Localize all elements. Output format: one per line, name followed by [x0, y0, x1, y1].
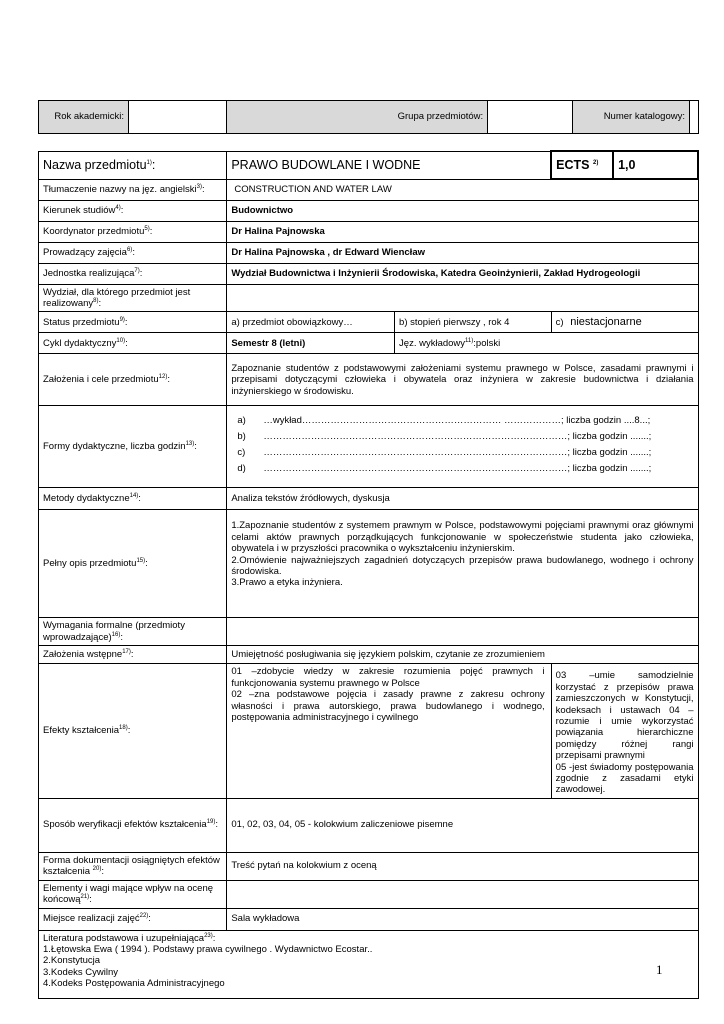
description-p1: 1.Zapoznanie studentów z systemem prawnym w Polsce, podstawowymi pojęciami prawnymi oraz głównymi celami aktów prawnych porządkujących funkcjonowanie w społeczeństwie studenta jako człowieka, obywatela i w przyszłości pracownika o wykształceniu inżynierskim.: [231, 520, 694, 555]
field-label: Kierunek studiów: [43, 204, 116, 216]
location-label: Miejsce realizacji zajęć: [43, 913, 140, 925]
status-sup: 9): [119, 316, 125, 323]
literature-cell: [39, 930, 699, 998]
form-item-text: ……………………………………………………………………………………; liczba godzin .......;: [263, 430, 652, 442]
ects-value-cell: [613, 151, 698, 179]
faculty-label: Wydział, dla którego przedmiot jest realizowany: [43, 286, 191, 310]
course-name-sup: 1): [146, 159, 152, 166]
numer-label: Numer katalogowy:: [603, 111, 685, 123]
ects-label: ECTS: [556, 157, 590, 172]
coordinator-label-cell: Koordynator przedmiotu$^{5)}$:: [39, 221, 227, 242]
language-value: :polski: [473, 337, 501, 349]
verification-value: 01, 02, 03, 04, 05 - kolokwium zaliczeniowe pisemne: [231, 819, 454, 831]
location-label-cell: Miejsce realizacji zajęć$^{22)}$:: [39, 908, 227, 930]
description-p2: 2.Omówienie najważniejszych zagadnień dotyczących przepisów prawa budowlanego, wodnego i ochrony środowiska.: [231, 554, 694, 577]
rok-value-cell: [129, 101, 227, 134]
form-item-text: …wykład……………………………………………………… ………………; liczba godzin ....8...;: [263, 414, 651, 426]
status-c-letter: c): [555, 316, 564, 328]
goals-value: Zapoznanie studentów z podstawowymi założeniami systemu prawnego w Polsce, zasadami prawnymi i przepisami dotyczącymi człowieka i obywatela oraz inżyniera w zakresie budownictwa i działania inżynierskiego w środowisku.: [231, 362, 694, 397]
goals-value-cell: [227, 354, 698, 406]
unit-label-cell: Jednostka realizująca$^{7)}$:: [39, 263, 227, 284]
documentation-label-cell: Forma dokumentacji osiągniętych efektów kształcenia $^{20)}$:: [39, 852, 227, 880]
status-label-cell: Status przedmiotu$^{9)}$:: [39, 312, 227, 333]
goals-label: Założenia i cele przedmiotu: [43, 374, 159, 386]
header-table: [38, 100, 699, 134]
translation-value-cell: [227, 179, 698, 200]
form-item-letter: a): [237, 414, 246, 426]
form-item-letter: d): [237, 462, 246, 474]
translation-value: CONSTRUCTION AND WATER LAW: [234, 184, 392, 196]
requirements-label: Wymagania formalne (przedmioty wprowadzające): [43, 620, 185, 643]
requirements-value-cell: [227, 618, 698, 646]
unit-label: Jednostka realizująca: [43, 267, 135, 279]
course-name-value: PRAWO BUDOWLANE I WODNE: [231, 157, 421, 172]
cycle-value: Semestr 8 (letni): [231, 337, 306, 349]
forms-sup: 13): [185, 441, 195, 448]
coordinator-sup: 5): [144, 225, 150, 232]
prereq-sup: 17): [122, 649, 131, 656]
goals-sup: 12): [158, 374, 168, 381]
verification-label-cell: Sposób weryfikacji efektów kształcenia$^{19)}$:: [39, 798, 227, 852]
field-label-cell: Kierunek studiów$^{4)}$:: [39, 200, 227, 221]
literature-label: Literatura podstawowa i uzupełniająca: [43, 932, 205, 944]
grading-label: Elementy i wagi mające wpływ na ocenę końcową: [43, 882, 214, 906]
form-item-text: ……………………………………………………………………………………; liczba godzin .......;: [263, 446, 652, 458]
outcomes-label-cell: Efekty kształcenia$^{18)}$:: [39, 664, 227, 798]
language-sup: 11): [465, 337, 474, 344]
form-item: [231, 415, 693, 431]
outcomes-left-cell: [227, 664, 551, 798]
grading-label-cell: Elementy i wagi mające wpływ na ocenę końcową$^{21)}$:: [39, 880, 227, 908]
outcomes-label: Efekty kształcenia: [43, 725, 120, 737]
status-c-cell: [551, 312, 698, 333]
translation-sup: 3): [196, 183, 202, 190]
documentation-value: Treść pytań na kolokwium z oceną: [231, 860, 377, 872]
requirements-label-cell: Wymagania formalne (przedmioty wprowadzające)$^{16)}$:: [39, 618, 227, 646]
status-c: niestacjonarne: [570, 315, 642, 328]
grupa-label: Grupa przedmiotów:: [397, 111, 484, 123]
grading-value-cell: [227, 880, 698, 908]
language-cell: [395, 333, 698, 354]
methods-value-cell: [227, 488, 698, 510]
field-value: Budownictwo: [231, 204, 294, 216]
forms-list-cell: [227, 406, 698, 488]
description-sup: 15): [136, 558, 146, 565]
cycle-label-cell: Cykl dydaktyczny$^{10)}$:: [39, 333, 227, 354]
field-sup: 4): [115, 204, 121, 211]
methods-sup: 14): [129, 493, 139, 500]
outcomes-right: 03 –umie samodzielnie korzystać z przepisów prawa zamieszczonych w Konstytucji, kodeksach i ustawach 04 –rozumie i umie wykorzystać powiązania hierarchiczne pomiędzy różnej rangi przepisami prawnymi 05 -jest świadomy postępowania zgodnie z zasadami etyki zawodowej.: [555, 670, 694, 796]
prereq-value: Umiejętność posługiwania się językiem polskim, czytanie ze zrozumieniem: [231, 649, 545, 661]
numer-value-cell: [690, 101, 699, 134]
literature-item: 4.Kodeks Postępowania Administracyjnego: [43, 978, 225, 990]
ects-value: 1,0: [618, 157, 636, 172]
cycle-label: Cykl dydaktyczny: [43, 337, 117, 349]
grupa-value-cell: [488, 101, 573, 134]
course-name-cell: [227, 151, 551, 179]
documentation-value-cell: [227, 852, 698, 880]
requirements-sup: 16): [111, 631, 121, 638]
location-value-cell: [227, 908, 698, 930]
form-item-letter: b): [237, 430, 246, 442]
unit-value-cell: [227, 263, 698, 284]
rok-label-cell: [39, 101, 129, 134]
methods-label: Metody dydaktyczne: [43, 493, 130, 505]
form-item: [231, 447, 693, 463]
methods-label-cell: Metody dydaktyczne$^{14)}$:: [39, 488, 227, 510]
lecturer-value: Dr Halina Pajnowska , dr Edward Wiencław: [231, 246, 425, 258]
prereq-value-cell: [227, 646, 698, 664]
prereq-label-cell: Założenia wstępne$^{17)}$:: [39, 646, 227, 664]
faculty-value-cell: [227, 284, 698, 312]
description-value-cell: [227, 510, 698, 618]
goals-label-cell: Założenia i cele przedmiotu$^{12)}$:: [39, 354, 227, 406]
literature-heading: Literatura podstawowa i uzupełniająca$^{23)}$:: [43, 932, 216, 944]
page-number: 1: [656, 962, 663, 977]
form-item-text: ……………………………………………………………………………………; liczba godzin .......;: [263, 462, 652, 474]
translation-label-cell: Tłumaczenie nazwy na jęz. angielski$^{3)}$:: [39, 179, 227, 200]
lecturer-value-cell: [227, 242, 698, 263]
faculty-label-cell: Wydział, dla którego przedmiot jest realizowany$^{8)}$:: [39, 284, 227, 312]
description-label-cell: Pełny opis przedmiotu$^{15)}$:: [39, 510, 227, 618]
lecturer-label-cell: Prowadzący zajęcia$^{6)}$:: [39, 242, 227, 263]
translation-label: Tłumaczenie nazwy na jęz. angielski: [43, 183, 197, 195]
rok-label: Rok akademicki:: [54, 111, 125, 123]
verification-sup: 19): [206, 819, 216, 826]
lecturer-label: Prowadzący zajęcia: [43, 246, 127, 258]
literature-item: 3.Kodeks Cywilny: [43, 966, 118, 978]
form-item: [231, 431, 693, 447]
location-sup: 22): [139, 913, 149, 920]
language-label: Jęz. wykładowy: [399, 337, 466, 349]
forms-label-cell: Formy dydaktyczne, liczba godzin$^{13)}$:: [39, 406, 227, 488]
grading-sup: 21): [80, 894, 90, 900]
numer-label-cell: [572, 101, 689, 134]
ects-sup: 2): [593, 159, 599, 166]
description-p3: 3.Prawo a etyka inżyniera.: [231, 577, 343, 589]
grupa-label-cell: [227, 101, 488, 134]
verification-value-cell: [227, 798, 698, 852]
outcomes-left: 01 –zdobycie wiedzy w zakresie rozumienia pojęć prawnych i funkcjonowania systemu prawnego w Polsce 02 –zna podstawowe pojęcia i zasady prawne z zakresu ochrony własności i prawa autorskiego, prawa budowlanego i wodnego, postępowania administracyjnego i cywilnego: [231, 666, 545, 723]
form-item: [231, 463, 693, 479]
coordinator-value-cell: [227, 221, 698, 242]
cycle-value-cell: [227, 333, 395, 354]
coordinator-label: Koordynator przedmiotu: [43, 225, 145, 237]
documentation-label: Forma dokumentacji osiągniętych efektów kształcenia: [43, 854, 220, 878]
course-name-label: Nazwa przedmiotu: [43, 157, 147, 172]
unit-sup: 7): [134, 267, 140, 274]
location-value: Sala wykładowa: [231, 913, 300, 925]
status-b: b) stopień pierwszy , rok 4: [399, 316, 510, 328]
field-value-cell: [227, 200, 698, 221]
syllabus-table: [38, 150, 699, 999]
course-name-label-cell: Nazwa przedmiotu$^{1)}$:: [39, 151, 227, 179]
description-label: Pełny opis przedmiotu: [43, 558, 137, 570]
outcomes-sup: 18): [119, 725, 128, 732]
status-label: Status przedmiotu: [43, 316, 120, 328]
status-b-cell: [395, 312, 552, 333]
forms-label: Formy dydaktyczne, liczba godzin: [43, 441, 186, 453]
verification-label: Sposób weryfikacji efektów kształcenia: [43, 819, 207, 831]
lecturer-sup: 6): [126, 246, 133, 253]
faculty-sup: 8): [93, 297, 99, 304]
status-a-cell: [227, 312, 395, 333]
unit-value: Wydział Budownictwa i Inżynierii Środowiska, Katedra Geoinżynierii, Zakład Hydrogeologii: [231, 267, 641, 279]
form-item-letter: c): [237, 446, 246, 458]
coordinator-value: Dr Halina Pajnowska: [231, 225, 325, 237]
outcomes-right-cell: [551, 664, 698, 798]
ects-label-cell: [551, 151, 613, 179]
documentation-sup: 20): [92, 866, 102, 873]
literature-item: 1.Łętowska Ewa ( 1994 ). Podstawy prawa cywilnego . Wydawnictwo Ecostar..: [43, 944, 373, 956]
methods-value: Analiza tekstów źródłowych, dyskusja: [231, 493, 390, 505]
status-a: a) przedmiot obowiązkowy…: [231, 316, 353, 328]
literature-item: 2.Konstytucja: [43, 955, 101, 967]
literature-sup: 23): [204, 932, 213, 939]
prereq-label: Założenia wstępne: [43, 649, 123, 661]
cycle-sup: 10): [116, 337, 126, 344]
